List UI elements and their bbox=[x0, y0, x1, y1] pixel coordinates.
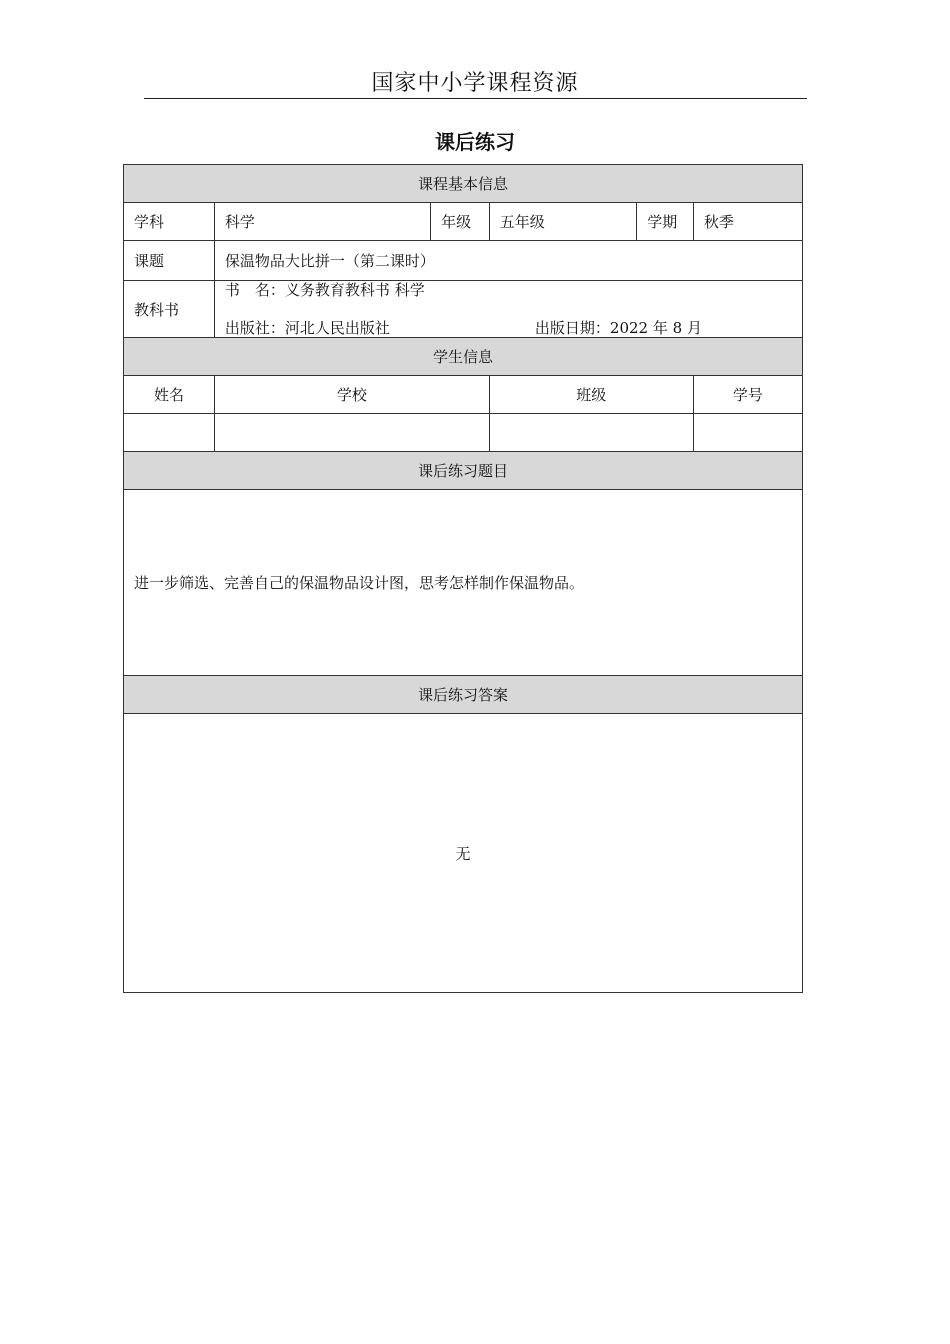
student-columns-row bbox=[124, 376, 803, 414]
answer-header-row bbox=[124, 676, 803, 714]
answer-row bbox=[124, 714, 803, 993]
column-name: 姓名 bbox=[124, 376, 215, 414]
term-value: 秋季 bbox=[693, 203, 802, 241]
exercise-text: 进一步筛选、完善自己的保温物品设计图，思考怎样制作保温物品。 bbox=[124, 490, 803, 676]
topic-label: 课题 bbox=[124, 241, 215, 281]
textbook-row bbox=[124, 281, 803, 338]
header-divider bbox=[144, 98, 807, 99]
book-name-line: 书 名：义务教育教科书 科学 bbox=[224, 281, 425, 299]
exercise-header-row bbox=[124, 452, 803, 490]
header-title: 国家中小学课程资源 bbox=[371, 71, 579, 96]
class-cell[interactable] bbox=[489, 414, 693, 452]
document-title: 课后练习 bbox=[435, 130, 515, 154]
grade-label: 年级 bbox=[431, 203, 490, 241]
textbook-label: 教科书 bbox=[124, 281, 215, 338]
school-cell[interactable] bbox=[214, 414, 489, 452]
topic-row bbox=[124, 241, 803, 281]
column-class: 班级 bbox=[489, 376, 693, 414]
student-info-header-row bbox=[124, 338, 803, 376]
student-id-cell[interactable] bbox=[693, 414, 802, 452]
term-label: 学期 bbox=[637, 203, 694, 241]
course-info-header-row bbox=[124, 165, 803, 203]
column-student-id: 学号 bbox=[693, 376, 802, 414]
answer-text: 无 bbox=[124, 714, 803, 993]
textbook-details bbox=[214, 281, 802, 338]
student-info-section-title: 学生信息 bbox=[124, 338, 803, 376]
course-info-section-title: 课程基本信息 bbox=[124, 165, 803, 203]
subject-label: 学科 bbox=[124, 203, 215, 241]
publisher: 出版社：河北人民出版社 bbox=[224, 319, 390, 337]
grade-value: 五年级 bbox=[489, 203, 637, 241]
exercise-section-title: 课后练习题目 bbox=[124, 452, 803, 490]
worksheet-table bbox=[123, 164, 803, 993]
subject-row bbox=[124, 203, 803, 241]
column-school: 学校 bbox=[214, 376, 489, 414]
publisher-line bbox=[225, 319, 792, 337]
name-cell[interactable] bbox=[124, 414, 215, 452]
answer-section-title: 课后练习答案 bbox=[124, 676, 803, 714]
student-input-row bbox=[124, 414, 803, 452]
subject-value: 科学 bbox=[214, 203, 430, 241]
topic-value: 保温物品大比拼一（第二课时） bbox=[214, 241, 802, 281]
publish-date: 出版日期：2022 年 8 月 bbox=[534, 319, 702, 337]
exercise-row bbox=[124, 490, 803, 676]
